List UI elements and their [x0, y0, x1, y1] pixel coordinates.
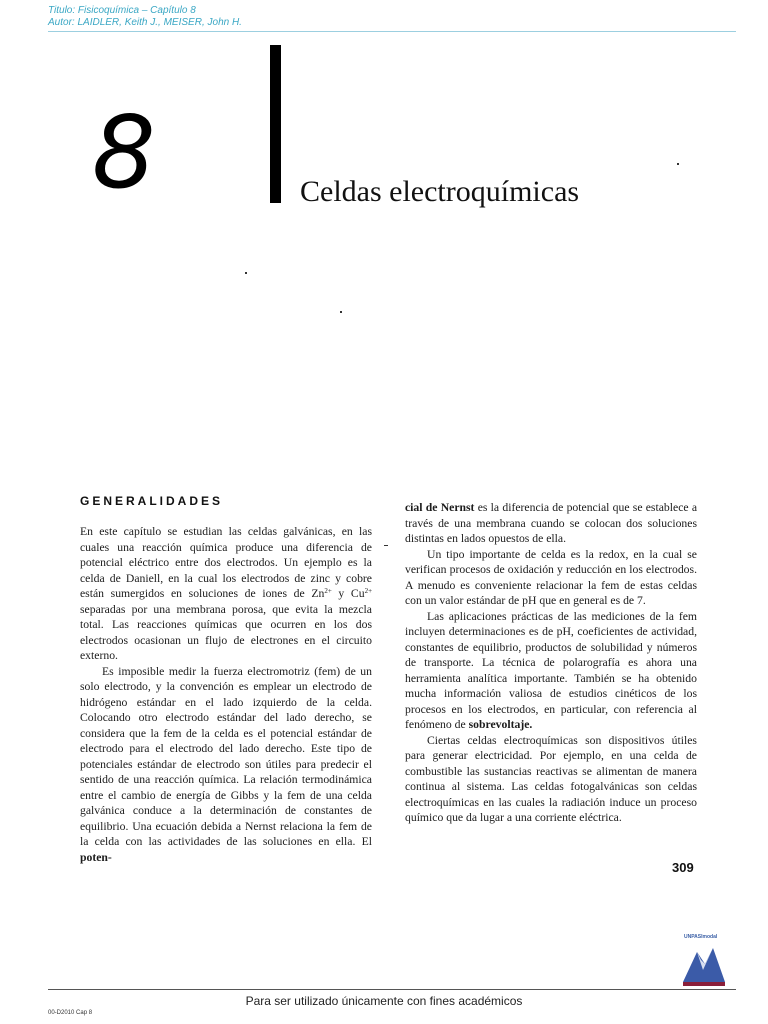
- bold-term: cial de Nernst: [405, 501, 475, 514]
- text-run: Las aplicaciones prácticas de las mediciones de la fem incluyen determinaciones es de pH, coeficientes de actividad, constantes de equilibrio, productos de solubilidad y números de transporte. La técnica de polarografía es ahora una herramienta analítica importante. También se ha obtenido mucha información valiosa de estudios cinéticos de los procesos en los electrodos, en particular, con referencia al fenómeno de: [405, 609, 697, 731]
- left-column: [80, 524, 372, 865]
- text-run: En este capítulo se estudian las celdas galvánicas, en las cuales una reacción química produce una diferencia de potencial eléctrico entre dos electrodos. Un ejemplo es la celda de Daniell, en la cual los electrodos de zinc y cobre están sumergidos en soluciones de iones de Zn: [80, 525, 372, 600]
- scan-speck: [384, 545, 388, 546]
- unpas-logo: [681, 930, 727, 996]
- text-run: y Cu: [331, 587, 365, 600]
- paragraph: [405, 609, 697, 733]
- header-rule: [48, 31, 736, 32]
- scan-speck: [340, 311, 342, 313]
- chapter-number: 8: [92, 94, 156, 211]
- section-heading: GENERALIDADES: [80, 494, 224, 508]
- chapter-divider-bar: [270, 45, 281, 203]
- scan-speck: [245, 272, 247, 274]
- header-title: Titulo: Fisicoquímica – Capítulo 8: [48, 5, 196, 16]
- text-run: Es imposible medir la fuerza electromotriz (fem) de un solo electrodo, y la convención es emplear un electrodo de hidrógeno estándar en el lado izquierdo de la celda. Colocando otro electrodo estándar del lado derecho, se considera que la fem de la celda es el potencial estándar de electrodo para el electrodo del lado derecho. Este tipo de potenciales estándar de electrodo son útiles para predecir el sentido de una reacción química. La relación termodinámica entre el cambio de energía de Gibbs y la fem de una celda galvánica conduce a la determinación de constantes de equilibrio. Una ecuación debida a Nernst relaciona la fem de la celda con las actividades de las soluciones en ella. El: [80, 664, 372, 848]
- logo-label: UNPASImodal: [684, 934, 718, 940]
- page-number: 309: [672, 860, 694, 875]
- footer-rule: [48, 989, 736, 990]
- bold-term: sobrevoltaje.: [468, 718, 533, 731]
- bold-term: poten-: [80, 850, 112, 864]
- footer-code: 00-D2010 Cap 8: [48, 1010, 93, 1016]
- chapter-title: Celdas electroquímicas: [300, 175, 580, 208]
- text-run: separadas por una membrana porosa, que evita la mezcla total. Las reacciones químicas que ocurren en los dos electrodos ocasionan un flujo de electrones en el circuito externo.: [80, 602, 372, 662]
- scan-speck: [677, 163, 679, 165]
- footer-notice: Para ser utilizado únicamente con fines académicos: [245, 994, 523, 1008]
- paragraph: Un tipo importante de celda es la redox, en la cual se verifican procesos de oxidación y reducción en los electrodos. A menudo es conveniente relacionar la fem de estas celdas con un valor estándar de pH que en general es de 7.: [405, 547, 697, 607]
- header-author: Autor: LAIDLER, Keith J., MEISER, John H.: [48, 17, 242, 28]
- right-column: [405, 500, 697, 826]
- superscript: 2+: [324, 587, 332, 595]
- paragraph: [80, 524, 372, 664]
- document-header: [48, 5, 242, 29]
- logo-base: [683, 982, 725, 986]
- text-run: es la diferencia de potencial que se establece a través de una membrana cuando se colocan dos soluciones distintas en lados opuestos de ella.: [405, 501, 698, 545]
- superscript: 2+: [364, 587, 373, 595]
- paragraph: Ciertas celdas electroquímicas son dispositivos útiles para generar electricidad. Por ejemplo, en una celda de combustible las sustancias reactivas se alimentan de manera continua al sistema. Las celdas fotogalvánicas son celdas electroquímicas en las cuales la radiación induce un proceso químico que da lugar a una corriente eléctrica.: [405, 733, 697, 824]
- paragraph: [405, 500, 697, 547]
- paragraph: [80, 664, 372, 866]
